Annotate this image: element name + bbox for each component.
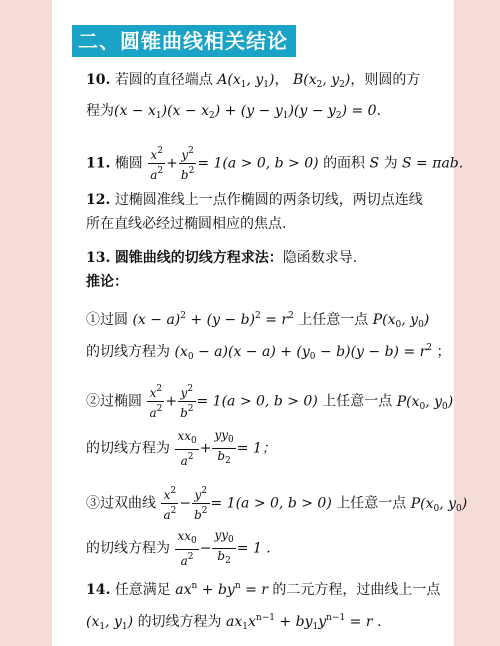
ellipse-x-term: $\frac{x^2}{a^2}$ [149,384,163,420]
tangent-y-term: $\frac{yy_0}{b_2}$ [214,428,234,466]
item-11-number: 11. [86,155,111,172]
point-x1-y1: ($x_1$, $y_1$) [86,614,134,632]
item-10-line-2: 程为$(x - x_1)(x - x_2) + (y - y_1)(y - y_2) = 0$. [86,103,382,121]
corollary-1-line-1: ①过圆 $(x - a)^2 + (y - b)^2 = r^2$ 上任意一点 $P(x_0$, $y_0$) [86,311,430,330]
hyperbola-y-term: $\frac{y^2}{b^2}$ [194,486,208,522]
corollary-2-line-1: ②过椭圆 $\frac{x^2}{a^2}$ + $\frac{y^2}{b^2}$ = 1(a > 0, b > 0) 上任意一点 $P(x_0$, $y_0$) [86,384,454,420]
item-10-line-1: 10. 若圆的直径端点 $A(x_1$, $y_1$)， $B(x_2$, $y_2$)，则圆的方 [86,72,421,90]
item-12-line-1: 12. 过椭圆准线上一点作椭圆的两条切线，两切点连线 [86,192,423,208]
corollary-3-line-1: ③过双曲线 $\frac{x^2}{a^2}$ − $\frac{y^2}{b^2}$ = 1(a > 0, b > 0) 上任意一点 $P(x_0$, $y_0$) [86,486,468,522]
point-p: $P(x_0$, $y_0$) [396,393,454,412]
item-11-line: 11. 椭圆 $\frac{x^2}{a^2}$ + $\frac{y^2}{b^2}$ = 1(a > 0, b > 0) 的面积 S 为 S = πab. [86,146,464,182]
point-p: $P(x_0$, $y_0$) [372,312,430,330]
document-page [52,0,468,646]
tangent-y-term: $\frac{yy_0}{b_2}$ [214,528,234,566]
section-title: 二、圆锥曲线相关结论 [72,25,296,57]
item-14-line-1: 14. 任意满足 $ax^n + by^n = r$ 的二元方程，过曲线上一点 [86,581,441,598]
item-12-line-2: 所在直线必经过椭圆相应的焦点. [86,216,287,232]
circle-tangent-equation: $(x_0 - a)(x - a) + (y_0 - b)(y - b) = r^2$ [174,343,433,362]
general-equation: $ax^n + by^n = r$ [175,581,268,598]
general-tangent-equation: $ax_1x^{n-1} + by_1y^{n-1} = r$ [226,613,373,632]
ellipse-y-term: $\frac{y^2}{b^2}$ [180,384,194,420]
corollary-1-line-2: 的切线方程为 $(x_0 - a)(x - a) + (y_0 - b)(y - b) = r^2$ ； [86,343,451,362]
item-10-text: 若圆的直径端点 [114,72,213,88]
ellipse-area-formula: S = πab. [402,155,464,172]
tangent-x-term: $\frac{xx_0}{a^2}$ [177,428,197,468]
item-13-heading: 圆锥曲线的切线方程求法： [114,250,283,266]
corollary-2-line-2: 的切线方程为 $\frac{xx_0}{a^2}$ + $\frac{yy_0}{b_2}$ = 1； [86,428,276,468]
item-12-number: 12. [86,192,111,208]
item-14-line-2: ($x_1$, $y_1$) 的切线方程为 $ax_1x^{n-1} + by_1y^{n-1} = r$ . [86,613,382,632]
tangent-x-term: $\frac{xx_0}{a^2}$ [177,528,197,568]
circle-equation: $(x - a)^2 + (y - b)^2 = r^2$ [132,311,294,328]
item-14-number: 14. [86,582,111,598]
ellipse-y-term: $\frac{y^2}{b^2}$ [180,146,195,182]
item-13-number: 13. [86,250,111,266]
item-10-number: 10. [86,72,111,88]
item-13-line [86,248,357,268]
point-a: $A(x_1$, $y_1$) [217,72,275,90]
hyperbola-x-term: $\frac{x^2}{a^2}$ [163,486,177,522]
point-b: $B(x_2$, $y_2$) [292,72,351,90]
point-p: $P(x_0$, $y_0$) [410,495,468,514]
ellipse-x-term: $\frac{x^2}{a^2}$ [150,146,164,182]
corollary-label: 推论： [86,274,128,290]
item-13-method: 隐函数求导. [282,250,358,266]
corollary-3-line-2: 的切线方程为 $\frac{xx_0}{a^2}$ − $\frac{yy_0}{b_2}$ = 1 . [86,528,271,568]
corollary-label-line [86,272,128,292]
area-symbol: S [369,155,380,172]
circle-diameter-equation: $(x - x_1)(x - x_2) + (y - y_1)(y - y_2) = 0$ [114,103,377,121]
